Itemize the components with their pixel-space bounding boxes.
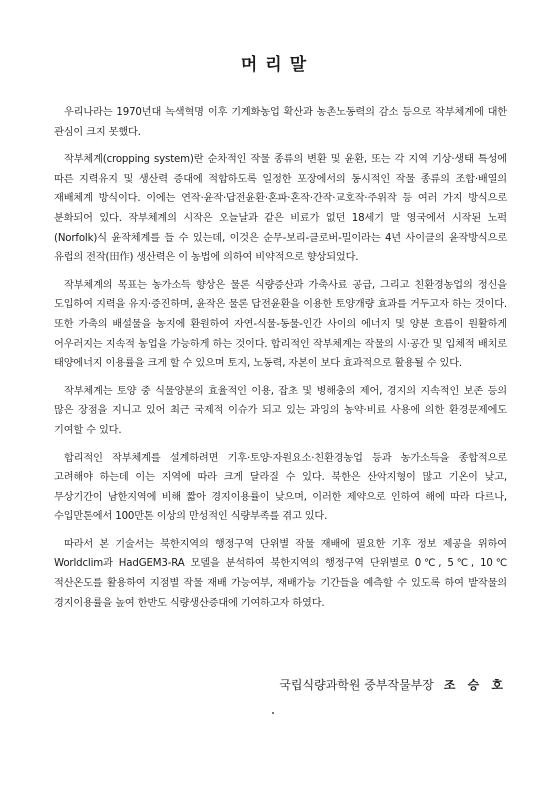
- signature-name: 조 승 호: [443, 678, 507, 692]
- page-dot: [272, 712, 274, 714]
- paragraph-4: 작부체계는 토양 중 식물양분의 효율적인 이용, 잡초 및 병해충의 제어, 경지의 지속적인 보존 등의 많은 장점을 지니고 있어 최근 국제적 이슈가 되고 있는 과잉의 농약·비료 사용에 의한 환경문제에도 기여할 수 있다.: [54, 385, 507, 436]
- paragraph-6: 따라서 본 기술서는 북한지역의 행정구역 단위별 작물 재배에 필요한 기후 정보 제공을 위하여 Worldclim과 HadGEM3-RA 모델을 분석하여 북한지역의 행정구역 단위별로 0℃, 5℃, 10℃ 적산온도를 활용하여 지점별 작물 재배 가능여부, 재배가능 기간들을 예측할 수 있도록 하여 밭작물의 경지이용률을 높여 한반도 식량생산증대에 기여하고자 하였다.: [54, 538, 507, 609]
- preface-body: [54, 103, 507, 621]
- paragraph-5: 합리적인 작부체계를 설계하려면 기후·토양·자원요소·친환경농업 등과 농가소득을 종합적으로 고려해야 하는데 이는 지역에 따라 크게 달라질 수 있다. 북한은 산악지형이 많고 기온이 낮고, 무상기간이 남한지역에 비해 짧아 경지이용률이 낮으며, 이러한 제약으로 인하여 해에 따라 다르나, 수입만톤에서 100만톤 이상의 만성적인 식량부족를 겪고 있다.: [54, 452, 507, 523]
- signature-org: 국립식량과학원 중부작물부장: [279, 678, 434, 692]
- signature: [279, 676, 507, 693]
- paragraph-2: 작부체계(cropping system)란 순차적인 작물 종류의 변환 및 윤환, 또는 각 지역 기상·생태 특성에 따른 지력유지 및 생산력 증대에 적합하도록 일정한 포장에서의 동시적인 작물 종류의 조합·배열의 재배체계 방식이다. 이에는 연작·윤작·답전윤환·혼파·혼작·간작·교호작·주위작 등 여러 가지 방식으로 분화되어 있다. 작부체계의 시작은 오늘날과 같은 비료가 없던 18세기 말 영국에서 시작된 노퍽(Norfolk)식 윤작체계를 들 수 있는데, 이것은 순무-보리-클로버-밀이라는 4년 사이클의 윤작방식으로 유럽의 전작(田作) 생산력은 이 농법에 의하여 비약적으로 향상되었다.: [54, 154, 507, 264]
- paragraph-1: 우리나라는 1970년대 녹색혁명 이후 기계화농업 확산과 농촌노동력의 감소 등으로 작부체계에 대한 관심이 크지 못했다.: [54, 107, 507, 138]
- page-title: 머리말: [240, 55, 315, 75]
- paragraph-3: 작부체계의 목표는 농가소득 향상은 물론 식량증산과 가축사료 공급, 그리고 친환경농업의 정신을 도입하여 지력을 유지·증진하며, 윤작은 물론 답전윤환을 이용한 토양개량 효과를 거두고자 하는 것이다. 또한 가축의 배설물을 농지에 환원하여 자연-식물-동물-인간 사이의 에너지 및 양분 흐름이 원활하게 어우러지는 지속적 농업을 가능하게 하는 것이다. 합리적인 작부체계는 작물의 시·공간 및 입체적 배치로 태양에너지 이용률을 크게 할 수 있으며 토지, 노동력, 자본이 보다 효과적으로 활용될 수 있다.: [54, 279, 507, 370]
